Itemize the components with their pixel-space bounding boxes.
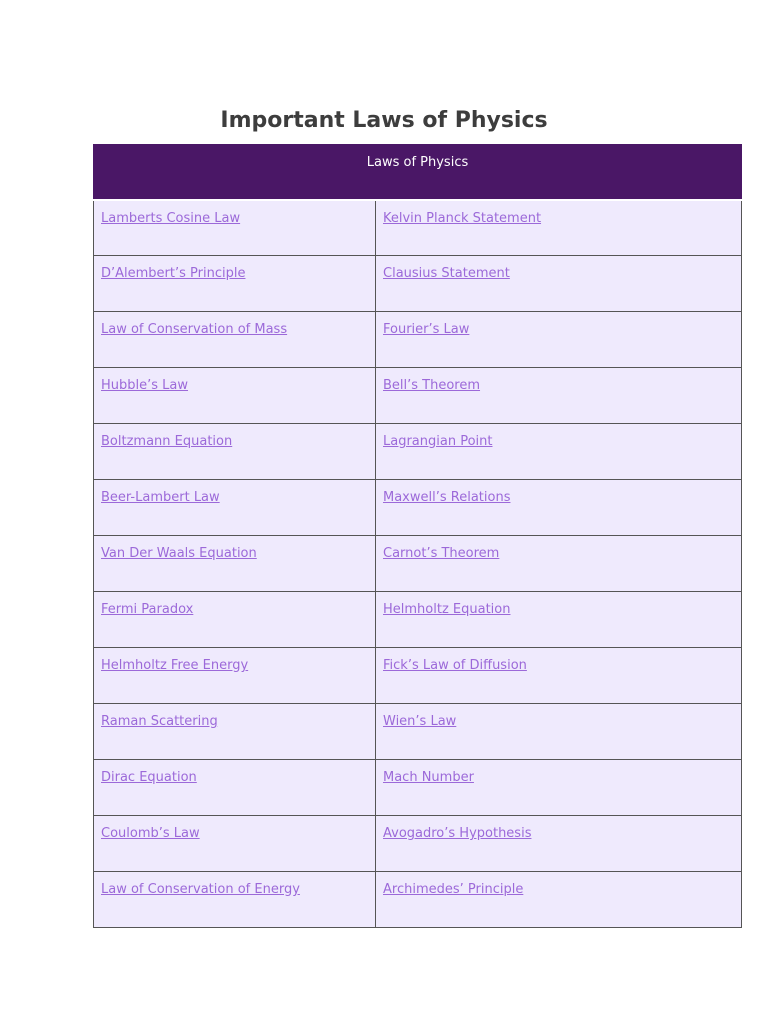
laws-table (93, 144, 742, 928)
law-link[interactable]: D’Alembert’s Principle (101, 266, 246, 281)
table-cell (376, 760, 742, 816)
table-cell (376, 424, 742, 480)
table-row (94, 368, 742, 424)
table-cell (94, 536, 376, 592)
law-link[interactable]: Law of Conservation of Mass (101, 322, 288, 337)
law-link[interactable]: Mach Number (383, 770, 474, 785)
table-cell (94, 256, 376, 312)
table-cell (376, 536, 742, 592)
page-title: Important Laws of Physics (220, 108, 548, 133)
table-row (94, 424, 742, 480)
law-link[interactable]: Helmholtz Equation (383, 602, 511, 617)
law-link[interactable]: Van Der Waals Equation (101, 546, 257, 561)
table-header-row (94, 145, 742, 200)
table-row (94, 200, 742, 256)
table-cell (94, 760, 376, 816)
law-link[interactable]: Wien’s Law (383, 714, 457, 729)
law-link[interactable]: Fourier’s Law (383, 322, 470, 337)
law-link[interactable]: Maxwell’s Relations (383, 490, 511, 505)
table-cell (94, 648, 376, 704)
table-cell (94, 816, 376, 872)
table-row (94, 704, 742, 760)
law-link[interactable]: Helmholtz Free Energy (101, 658, 249, 673)
table-cell (94, 368, 376, 424)
table-cell (376, 816, 742, 872)
table-row (94, 480, 742, 536)
table-cell (376, 312, 742, 368)
law-link[interactable]: Archimedes’ Principle (383, 882, 524, 897)
table-cell (94, 200, 376, 256)
law-link[interactable]: Beer-Lambert Law (101, 490, 220, 505)
law-link[interactable]: Lamberts Cosine Law (101, 210, 241, 226)
law-link[interactable]: Clausius Statement (383, 266, 510, 281)
table-header-label: Laws of Physics (366, 155, 469, 170)
law-link[interactable]: Dirac Equation (101, 770, 197, 785)
table-cell (376, 648, 742, 704)
table-cell (94, 424, 376, 480)
table-row (94, 256, 742, 312)
law-link[interactable]: Fick’s Law of Diffusion (383, 658, 527, 673)
law-link[interactable]: Fermi Paradox (101, 602, 194, 617)
table-row (94, 536, 742, 592)
table-cell (94, 704, 376, 760)
table-cell (376, 480, 742, 536)
table-row (94, 872, 742, 928)
table-cell (376, 872, 742, 928)
table-cell (94, 872, 376, 928)
law-link[interactable]: Raman Scattering (101, 714, 218, 729)
table-row (94, 312, 742, 368)
law-link[interactable]: Law of Conservation of Energy (101, 882, 300, 897)
law-link[interactable]: Lagrangian Point (383, 434, 493, 449)
table-header (94, 145, 742, 200)
table-cell (376, 256, 742, 312)
law-link[interactable]: Avogadro’s Hypothesis (383, 826, 532, 841)
table-row (94, 760, 742, 816)
table-cell (94, 312, 376, 368)
table-row (94, 592, 742, 648)
table-row (94, 648, 742, 704)
table-row (94, 816, 742, 872)
law-link[interactable]: Bell’s Theorem (383, 378, 481, 393)
law-link[interactable]: Hubble’s Law (101, 378, 189, 393)
table-cell (94, 480, 376, 536)
table-cell (376, 704, 742, 760)
law-link[interactable]: Boltzmann Equation (101, 434, 233, 449)
table-cell (376, 592, 742, 648)
law-link[interactable]: Kelvin Planck Statement (383, 210, 542, 226)
table-cell (376, 200, 742, 256)
law-link[interactable]: Coulomb’s Law (101, 826, 200, 841)
table-cell (376, 368, 742, 424)
table-cell (94, 592, 376, 648)
law-link[interactable]: Carnot’s Theorem (383, 546, 500, 561)
